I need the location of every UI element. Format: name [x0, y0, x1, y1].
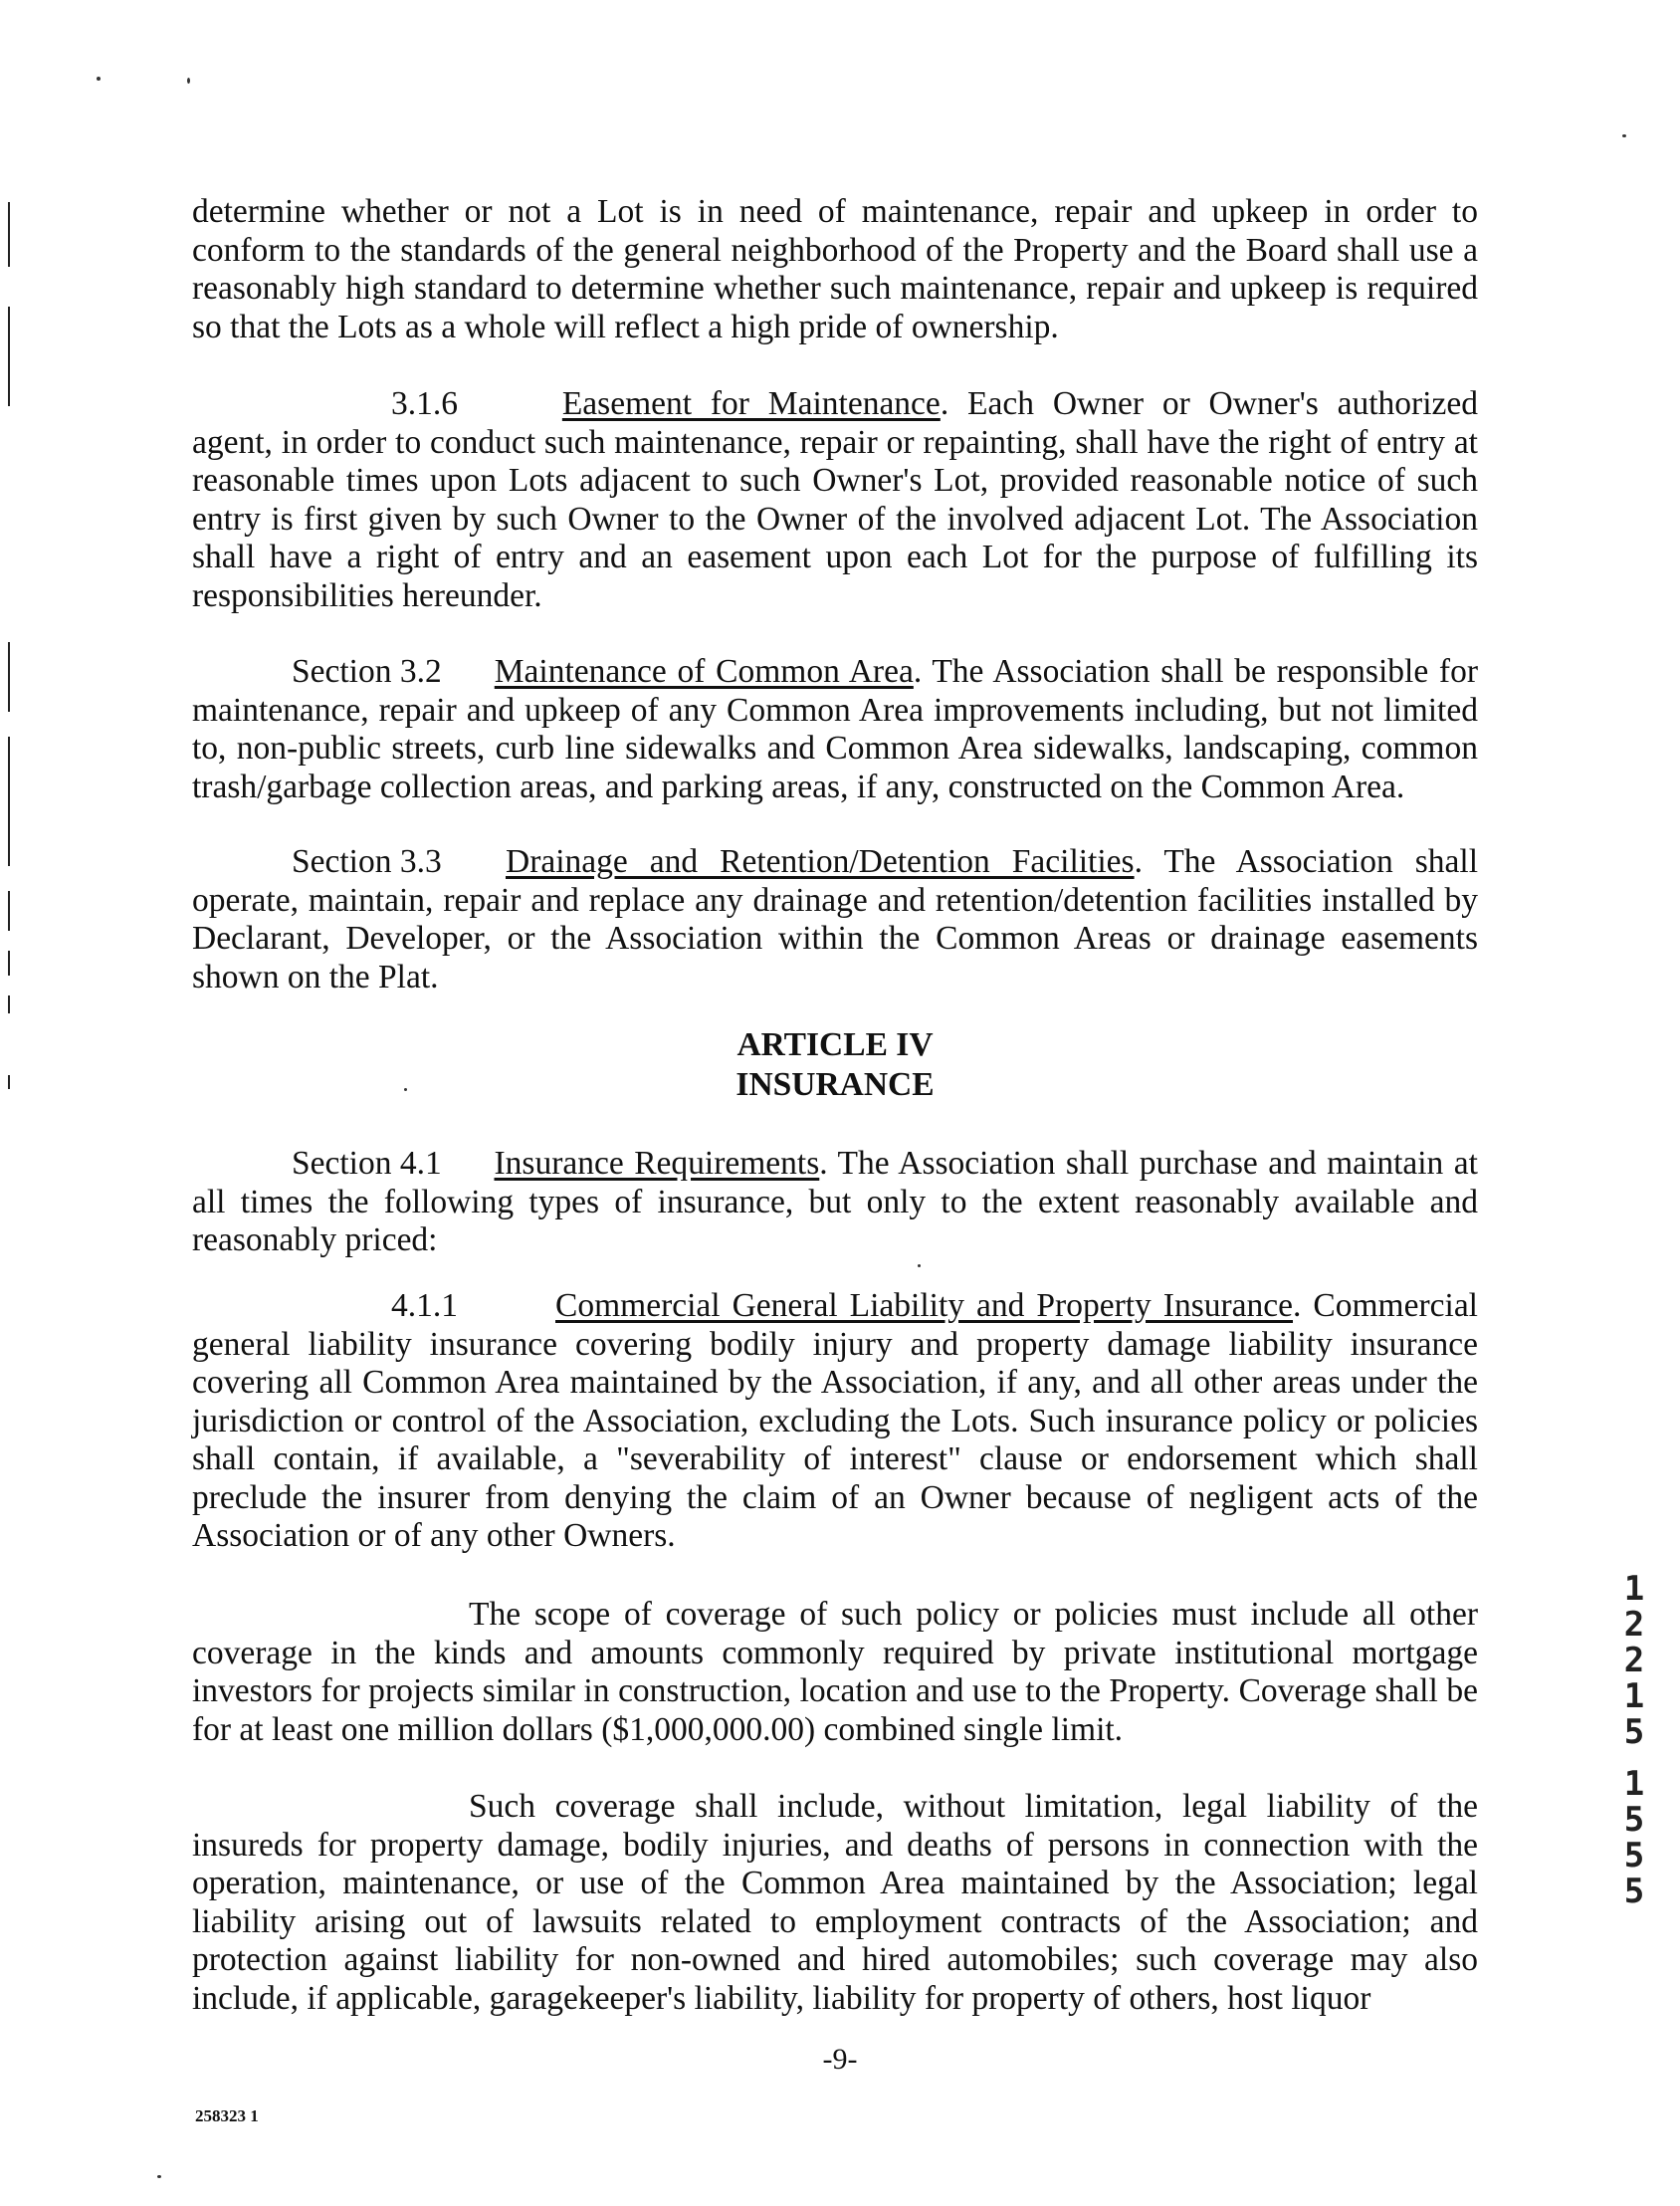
paragraph-section-3-2: Section 3.2 Maintenance of Common Area. The Association shall be responsible for maintenance, repair and upkeep of any Common Area improvements including, but not limited to, non-public streets, curb line sidewalks and Common Area sidewalks, landscaping, common trash/garbage collection areas, and parking areas, if any, constructed on the Common Area.	[192, 653, 1478, 805]
scan-speck	[97, 77, 101, 81]
section-title: Commercial General Liability and Property Insurance	[555, 1287, 1294, 1324]
paragraph-continuation	[192, 193, 1478, 346]
page-number: -9-	[822, 2043, 858, 2076]
recording-stamp-lower: 1 5 5 5	[1623, 1764, 1645, 1911]
section-number: 3.1.6	[391, 385, 458, 422]
section-title: Easement for Maintenance	[561, 385, 941, 422]
margin-bar	[8, 1075, 10, 1089]
section-number: Section 3.2	[292, 653, 442, 690]
paragraph-scope-of-coverage	[192, 1596, 1478, 1749]
scan-speck	[404, 1088, 407, 1091]
section-text: The Association shall be responsible for maintenance, repair and upkeep of any Common Area improvements including, but not limited to, non-public streets, curb line sidewalks and Common Area sidewalks, landscaping, common trash/garbage collection areas, and parking areas, if any, constructed on the Common Area.	[192, 653, 1478, 805]
section-number: Section 4.1	[292, 1145, 442, 1182]
margin-bar	[8, 202, 10, 267]
section-text: The Association shall operate, maintain, repair and replace any drainage and retention/detention facilities installed by Declarant, Developer, or the Association within the Common Areas or drainage easements shown on the Plat.	[192, 843, 1479, 995]
paragraph-4-1-1: 4.1.1 Commercial General Liability and Property Insurance. Commercial general liability insurance covering bodily injury and property damage liability insurance covering all Common Area maintained by the Association, if any, and all other areas under the jurisdiction or control of the Association, excluding the Lots. Such insurance policy or policies shall contain, if available, a "severability of interest" clause or endorsement which shall preclude the insurer from denying the claim of an Owner because of negligent acts of the Association or of any other Owners.	[192, 1287, 1478, 1554]
recording-stamp-upper: 1 2 2 1 5	[1623, 1569, 1645, 1752]
paragraph-text: Such coverage shall include, without limitation, legal liability of the insureds for property damage, bodily injuries, and deaths of persons in connection with the operation, maintenance, or use of the Common Area maintained by the Association; legal liability arising out of lawsuits related to employment contracts of the Association; and protection against liability for non-owned and hired automobiles; such coverage may also include, if applicable, garagekeeper's liability, liability for property of others, host liquor	[192, 1788, 1478, 2017]
document-id: 258323 1	[195, 2106, 259, 2125]
scan-speck	[157, 2175, 161, 2178]
margin-bar	[8, 642, 10, 712]
section-number: Section 3.3	[292, 843, 442, 880]
margin-bar	[8, 307, 10, 406]
section-text: The Association shall purchase and maintain at all times the following types of insurance, but only to the extent reasonably available and reasonably priced:	[192, 1145, 1478, 1258]
paragraph-text: The scope of coverage of such policy or policies must include all other coverage in the kinds and amounts commonly required by private institutional mortgage investors for projects similar in construction, location and use to the Property. Coverage shall be for at least one million dollars ($1,000,000.00) combined single limit.	[192, 1596, 1478, 1748]
paragraph-coverage-details	[192, 1788, 1478, 2018]
section-title: Drainage and Retention/Detention Facilities	[506, 843, 1135, 880]
scan-speck	[918, 1264, 921, 1267]
paragraph-section-3-3: Section 3.3 Drainage and Retention/Detention Facilities. The Association shall operate, maintain, repair and replace any drainage and retention/detention facilities installed by Declarant, Developer, or the Association within the Common Areas or drainage easements shown on the Plat.	[192, 843, 1479, 995]
scan-speck	[187, 78, 190, 84]
section-text: Each Owner or Owner's authorized agent, in order to conduct such maintenance, repair or repainting, shall have the right of entry at reasonable times upon Lots adjacent to such Owner's Lot, provided reasonable notice of such entry is first given by such Owner to the Owner of the involved adjacent Lot. The Association shall have a right of entry and an easement upon each Lot for the purpose of fulfilling its responsibilities hereunder.	[192, 385, 1479, 614]
margin-bar	[8, 737, 10, 866]
article-title: INSURANCE	[735, 1066, 935, 1103]
section-text: Commercial general liability insurance covering bodily injury and property damage liability insurance covering all Common Area maintained by the Association, if any, and all other areas under the jurisdiction or control of the Association, excluding the Lots. Such insurance policy or policies shall contain, if available, a "severability of interest" clause or endorsement which shall preclude the insurer from denying the claim of an Owner because of negligent acts of the Association or of any other Owners.	[192, 1287, 1478, 1554]
margin-bar	[8, 891, 10, 931]
section-number: 4.1.1	[391, 1287, 458, 1324]
scan-speck	[1622, 134, 1626, 137]
paragraph-text: determine whether or not a Lot is in need of maintenance, repair and upkeep in order to conform to the standards of the general neighborhood of the Property and the Board shall use a reasonably high standard to determine whether such maintenance, repair and upkeep is required so that the Lots as a whole will reflect a high pride of ownership.	[192, 193, 1478, 345]
section-title: Maintenance of Common Area	[494, 653, 914, 690]
paragraph-3-1-6: 3.1.6 Easement for Maintenance. Each Owner or Owner's authorized agent, in order to conduct such maintenance, repair or repainting, shall have the right of entry at reasonable times upon Lots adjacent to such Owner's Lot, provided reasonable notice of such entry is first given by such Owner to the Owner of the involved adjacent Lot. The Association shall have a right of entry and an easement upon each Lot for the purpose of fulfilling its responsibilities hereunder.	[192, 385, 1479, 614]
paragraph-section-4-1: Section 4.1 Insurance Requirements. The Association shall purchase and maintain at all times the following types of insurance, but only to the extent reasonably available and reasonably priced:	[192, 1145, 1478, 1258]
margin-bar	[8, 951, 10, 976]
article-number: ARTICLE IV	[736, 1026, 934, 1063]
margin-bar	[8, 995, 10, 1013]
section-title: Insurance Requirements	[494, 1145, 820, 1182]
